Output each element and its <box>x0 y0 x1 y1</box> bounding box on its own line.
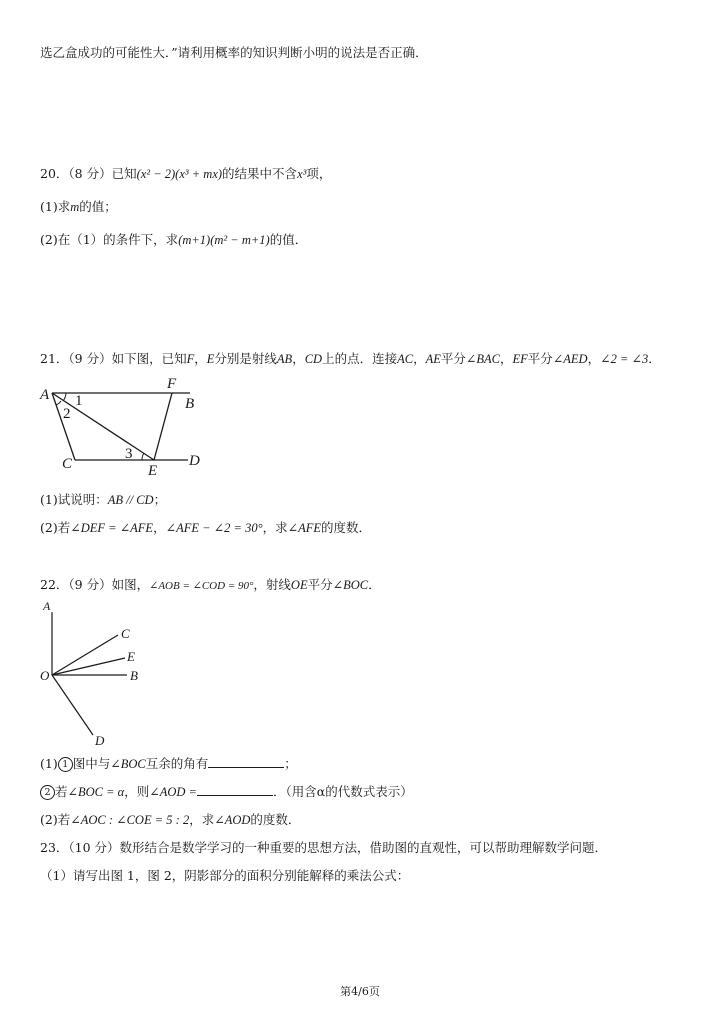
q22-p1b-mid: ，则 <box>124 784 150 799</box>
q21-p2-label: (2) <box>40 520 58 535</box>
q22-p1b-post: ．（用含α的代数式表示） <box>273 784 413 799</box>
q22-given: ∠AOB = ∠COD = 90° <box>149 580 254 592</box>
q22-label-d: D <box>95 733 105 748</box>
q21-label-a: A <box>40 387 50 403</box>
q20-stem-end: 项， <box>306 166 332 181</box>
q22-p1-label: (1) <box>40 756 58 771</box>
q21-ray-ab: AB <box>276 352 293 366</box>
q22-p1-end: ； <box>284 756 297 771</box>
q21-sep-4: ， <box>500 351 513 366</box>
q22-p1b-pre: 若 <box>55 784 68 799</box>
q22-period: ． <box>368 577 381 592</box>
q22-p1b-expression-2: ∠AOD = <box>149 785 197 799</box>
q21-p1-pre: 试说明： <box>57 492 108 507</box>
q20-p1-label: (1) <box>40 199 58 214</box>
q22-label-a: A <box>43 599 51 613</box>
q21-label-3: 3 <box>125 446 133 462</box>
q21-p2-post: 的度数． <box>320 520 371 535</box>
q21-label-e: E <box>148 463 158 479</box>
q21-stem-d2: 平分 <box>527 351 553 366</box>
q20-points: （8 分） <box>68 166 112 181</box>
q21-p2-expression-1: ∠DEF = ∠AFE <box>70 521 154 535</box>
q21-p1-post: ； <box>153 492 167 507</box>
q22-p1-angle: ∠BOC <box>110 757 146 771</box>
q21-p2-pre: 若 <box>57 520 71 535</box>
q22-stem-mid: ，射线 <box>253 577 291 592</box>
q22-circled-number-2: 2 <box>40 785 55 800</box>
q20-number: 20． <box>40 166 69 181</box>
q23-number: 23． <box>40 840 69 855</box>
q20-p2-label: (2) <box>40 232 58 247</box>
q22-part1 <box>40 754 297 774</box>
q21-ray-cd: CD <box>304 352 323 366</box>
q21-p1-label: (1) <box>40 492 58 507</box>
q22-p2-expression-2: ∠AOD <box>214 813 251 827</box>
q21-angle-aed: ∠AED <box>552 352 588 366</box>
q20-expression: (x² − 2)(x³ + mx) <box>136 167 223 181</box>
q21-p2-expression-2: ∠AFE − ∠2 = 30° <box>165 521 263 535</box>
q22-circled-number-1: 1 <box>58 757 73 772</box>
q21-seg-ae: AE <box>425 352 441 366</box>
q22-ray-oc <box>52 635 118 675</box>
q22-p1-pre: 图中与 <box>72 756 111 771</box>
q20-p2-pre: 在（1）的条件下，求 <box>57 232 179 247</box>
q20-stem-post: 的结果中不含 <box>222 166 298 181</box>
q22-stem-pre: 如图， <box>111 577 150 592</box>
q21-label-2: 2 <box>63 406 71 422</box>
q21-stem-d: 平分 <box>440 351 466 366</box>
q22-p1b-answer-blank[interactable] <box>197 783 273 796</box>
q22-label-o: O <box>40 668 50 683</box>
q21-stem-a: 如下图，已知 <box>111 351 187 366</box>
q22-label-c: C <box>121 626 130 641</box>
q22-p2-mid: ，求 <box>189 812 215 827</box>
q22-stem-mid2: 平分 <box>307 577 333 592</box>
q21-period: ． <box>648 351 661 366</box>
q20-p1-post: 的值； <box>79 199 117 214</box>
q23-stem <box>40 838 607 858</box>
q22-p2-post: 的度数． <box>250 812 301 827</box>
q21-points: （9 分） <box>68 351 112 366</box>
q22-p2-expression: ∠AOC : ∠COE = 5 : 2 <box>70 813 190 827</box>
q21-sep-1: ， <box>194 351 207 366</box>
q20-p1-pre: 求 <box>57 199 71 214</box>
q21-p2-expression-3: ∠AFE <box>287 521 321 535</box>
q23-points: （10 分） <box>68 840 120 855</box>
q21-sep-2: ， <box>292 351 305 366</box>
q21-label-d: D <box>189 453 200 469</box>
page-number-footer: 第4/6页 <box>340 985 380 998</box>
q21-seg-ac: AC <box>397 352 414 366</box>
q21-stem-c: 上的点．连接 <box>322 351 398 366</box>
q21-label-1: 1 <box>75 393 83 409</box>
q22-points: （9 分） <box>68 577 112 592</box>
q22-ray-oe-line <box>52 658 125 675</box>
q21-p2-sep: ， <box>153 520 166 535</box>
q20-p1-var: m <box>70 200 80 214</box>
q22-label-b: B <box>130 668 138 683</box>
q21-point-e: E <box>206 352 215 366</box>
q19-tail-text: 选乙盒成功的可能性大．”请利用概率的知识判断小明的说法是否正确． <box>40 45 428 60</box>
q22-ray-oe: OE <box>290 578 308 592</box>
q21-angle-bac: ∠BAC <box>465 352 500 366</box>
q22-label-e: E <box>127 649 135 664</box>
q20-term: x³ <box>297 167 307 181</box>
q21-p2-mid: ，求 <box>262 520 288 535</box>
q20-p2-expression: (m+1)(m² − m+1) <box>178 233 270 247</box>
q21-label-f: F <box>167 376 177 392</box>
q23-stem-text: 数形结合是数学学习的一种重要的思想方法，借助图的直观性，可以帮助理解数学问题． <box>119 840 608 855</box>
q22-number: 22． <box>40 577 69 592</box>
q22-p1-post: 互余的角有 <box>145 756 209 771</box>
q21-number: 21． <box>40 351 69 366</box>
q21-stem-b: 分别是射线 <box>214 351 277 366</box>
q20-p2-post: 的值． <box>269 232 308 247</box>
q22-ray-od <box>52 675 93 735</box>
q21-sep-3: ， <box>413 351 426 366</box>
q21-p1-expression: AB // CD <box>107 493 154 507</box>
q22-p1b-expression: ∠BOC = α <box>67 785 125 799</box>
q21-point-f: F <box>186 352 195 366</box>
q22-p1-answer-blank[interactable] <box>208 755 284 768</box>
q20-stem-pre: 已知 <box>111 166 137 181</box>
q21-equation: ∠2 = ∠3 <box>600 352 649 366</box>
q22-part2 <box>40 810 300 830</box>
q22-p2-pre: 若 <box>57 812 71 827</box>
q22-part1b <box>40 782 413 802</box>
q21-sep-5: ， <box>587 351 601 366</box>
q23-part1: （1）请写出图 1，图 2，阴影部分的面积分别能解释的乘法公式： <box>40 868 410 883</box>
q22-p2-label: (2) <box>40 812 58 827</box>
q21-label-c: C <box>62 456 73 472</box>
q21-label-b: B <box>185 396 195 412</box>
q22-angle-boc: ∠BOC <box>332 578 369 592</box>
q21-seg-ef: EF <box>512 352 528 366</box>
